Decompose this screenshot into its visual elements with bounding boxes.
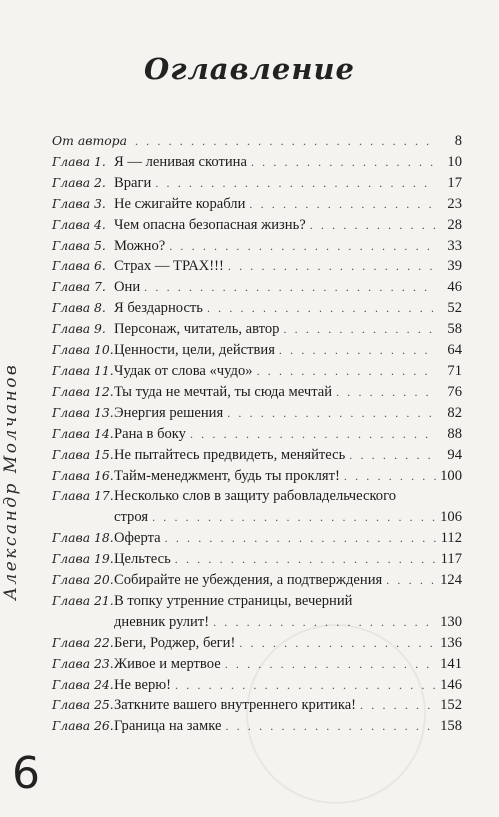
chapter-title: Тайм-менеджмент, будь ты проклят! [114, 467, 340, 484]
toc-page-number: 52 [447, 300, 462, 317]
chapter-title: Чем опасна безопасная жизнь? [114, 216, 306, 233]
toc-entry-chapter-25 [52, 695, 462, 716]
toc-page-number: 33 [447, 237, 462, 254]
toc-page-number: 10 [447, 153, 462, 170]
toc-entry-chapter-10 [52, 340, 462, 361]
leader-dots [169, 236, 436, 257]
toc-entry-chapter-5 [52, 236, 462, 257]
leader-dots [225, 716, 436, 737]
leader-dots [344, 466, 436, 487]
chapter-label: Глава 14. [52, 425, 114, 441]
chapter-title: Рана в боку [114, 425, 186, 442]
toc-entry-chapter-11 [52, 361, 462, 382]
toc-page-number: 17 [447, 174, 462, 191]
toc-entry-chapter-18 [52, 528, 462, 549]
chapter-title: Персонаж, читатель, автор [114, 321, 280, 338]
toc-page-number: 71 [447, 362, 462, 379]
chapter-label: Глава 21. [52, 592, 114, 608]
chapter-label: Глава 23. [52, 655, 114, 671]
chapter-title: Цельтесь [114, 551, 171, 568]
chapter-label: Глава 8. [52, 300, 106, 316]
chapter-title: Ты туда не мечтай, ты сюда мечтай [114, 383, 333, 400]
chapter-title: Оферта [114, 530, 161, 547]
leader-dots [207, 298, 436, 319]
toc-page-number: 141 [440, 655, 462, 672]
toc-entry-chapter-8 [52, 298, 462, 319]
leader-dots [175, 675, 436, 696]
chapter-label: Глава 19. [52, 551, 114, 567]
toc-entry-chapter-15 [52, 445, 462, 466]
chapter-title: Заткните вашего внутреннего критика! [114, 697, 357, 714]
chapter-label: Глава 15. [52, 446, 114, 462]
chapter-title: Беги, Роджер, беги! [114, 634, 236, 651]
toc-page-number: 64 [447, 342, 462, 359]
toc-entry-chapter-3 [52, 194, 462, 215]
toc-page-number: 136 [440, 634, 462, 651]
page-number: 6 [12, 748, 40, 799]
chapter-title: Ценности, цели, действия [114, 342, 275, 359]
toc-page-number: 158 [440, 718, 462, 735]
leader-dots [225, 654, 436, 675]
toc-entry-chapter-9 [52, 319, 462, 340]
toc-page-number: 23 [447, 195, 462, 212]
toc-entry-chapter-20 [52, 570, 462, 591]
chapter-title: Энергия решения [114, 404, 224, 421]
chapter-title: Не сжигайте корабли [114, 195, 246, 212]
leader-dots [279, 340, 436, 361]
toc-entry-chapter-17 [52, 486, 462, 528]
chapter-title-line-2: строя [114, 509, 149, 526]
toc-author-label: От автора [52, 133, 127, 148]
toc-entry-chapter-7 [52, 277, 462, 298]
leader-dots [251, 152, 436, 173]
chapter-label: Глава 4. [52, 216, 106, 232]
chapter-label: Глава 1. [52, 153, 106, 169]
chapter-title-line-1: Несколько слов в защиту рабовладельческого [114, 488, 397, 505]
leader-dots [386, 570, 436, 591]
leader-dots [175, 549, 436, 570]
chapter-title: Можно? [114, 237, 166, 254]
chapter-title: Граница на замке [114, 718, 222, 735]
chapter-title: Собирайте не убеждения, а подтверждения [114, 572, 383, 589]
toc-page-number: 124 [440, 572, 462, 589]
toc-page-number: 146 [440, 676, 462, 693]
leader-dots [227, 403, 436, 424]
leader-dots [349, 445, 436, 466]
toc-entry-chapter-19 [52, 549, 462, 570]
chapter-label: Глава 5. [52, 237, 106, 253]
toc-entry-chapter-16 [52, 466, 462, 487]
toc-page-number: 100 [440, 467, 462, 484]
toc-page-number: 39 [447, 258, 462, 275]
toc-page-number: 82 [447, 404, 462, 421]
chapter-title: Не верю! [114, 676, 172, 693]
chapter-label: Глава 26. [52, 718, 114, 734]
toc-page-number: 106 [440, 509, 462, 526]
leader-dots [155, 173, 436, 194]
chapter-title: Страх — ТРАХ!!! [114, 258, 224, 275]
chapter-title: Я бездарность [114, 300, 203, 317]
chapter-title: Чудак от слова «чудо» [114, 362, 253, 379]
toc-page-number: 46 [447, 279, 462, 296]
leader-dots [190, 424, 436, 445]
chapter-title: Живое и мертвое [114, 655, 221, 672]
leader-dots [152, 507, 436, 528]
leader-dots [310, 215, 436, 236]
leader-dots [144, 277, 436, 298]
leader-dots [239, 633, 436, 654]
leader-dots [135, 131, 436, 152]
leader-dots [283, 319, 436, 340]
chapter-title: Не пытайтесь предвидеть, меняйтесь [114, 446, 346, 463]
toc-page-number: 28 [447, 216, 462, 233]
chapter-label: Глава 25. [52, 697, 114, 713]
chapter-title-line-2: дневник рулит! [114, 613, 210, 630]
chapter-label: Глава 20. [52, 572, 114, 588]
leader-dots [360, 695, 436, 716]
toc-page-number: 76 [447, 383, 462, 400]
chapter-label: Глава 18. [52, 530, 114, 546]
leader-dots [257, 361, 436, 382]
toc-entry-chapter-14 [52, 424, 462, 445]
chapter-label: Глава 10. [52, 342, 114, 358]
toc-entry-chapter-4 [52, 215, 462, 236]
author-name-vertical: Александр Молчанов [1, 362, 21, 600]
chapter-label: Глава 24. [52, 676, 114, 692]
chapter-label: Глава 22. [52, 634, 114, 650]
table-of-contents [52, 131, 462, 737]
toc-entry-author [52, 131, 462, 152]
chapter-label: Глава 7. [52, 279, 106, 295]
toc-page-number: 88 [447, 425, 462, 442]
toc-entry-chapter-12 [52, 382, 462, 403]
toc-entry-chapter-2 [52, 173, 462, 194]
toc-page-number: 112 [440, 530, 462, 547]
chapter-label: Глава 12. [52, 383, 114, 399]
toc-entry-chapter-6 [52, 256, 462, 277]
leader-dots [165, 528, 436, 549]
chapter-label: Глава 6. [52, 258, 106, 274]
toc-entry-chapter-21 [52, 591, 462, 633]
toc-page-number: 8 [454, 133, 462, 149]
leader-dots [228, 256, 436, 277]
chapter-title: Они [114, 279, 141, 296]
toc-page-number: 117 [440, 551, 462, 568]
toc-entry-chapter-26 [52, 716, 462, 737]
toc-entry-chapter-24 [52, 675, 462, 696]
toc-entry-chapter-13 [52, 403, 462, 424]
chapter-title: Я — ленивая скотина [114, 153, 247, 170]
chapter-label: Глава 3. [52, 195, 106, 211]
leader-dots [249, 194, 436, 215]
toc-page-number: 130 [440, 613, 462, 630]
leader-dots [336, 382, 436, 403]
chapter-label: Глава 11. [52, 362, 114, 378]
toc-entry-chapter-1 [52, 152, 462, 173]
chapter-label: Глава 9. [52, 321, 106, 337]
toc-entry-chapter-23 [52, 654, 462, 675]
toc-page-number: 94 [447, 446, 462, 463]
chapter-title: Враги [114, 174, 152, 191]
chapter-label: Глава 2. [52, 174, 106, 190]
leader-dots [213, 612, 436, 633]
toc-page-number: 152 [440, 697, 462, 714]
chapter-label: Глава 16. [52, 467, 114, 483]
toc-page-number: 58 [447, 321, 462, 338]
chapter-label: Глава 17. [52, 488, 114, 504]
chapter-title-line-1: В топку утренние страницы, вечерний [114, 592, 353, 609]
page-title: Оглавление [144, 52, 355, 86]
toc-entry-chapter-22 [52, 633, 462, 654]
chapter-label: Глава 13. [52, 404, 114, 420]
